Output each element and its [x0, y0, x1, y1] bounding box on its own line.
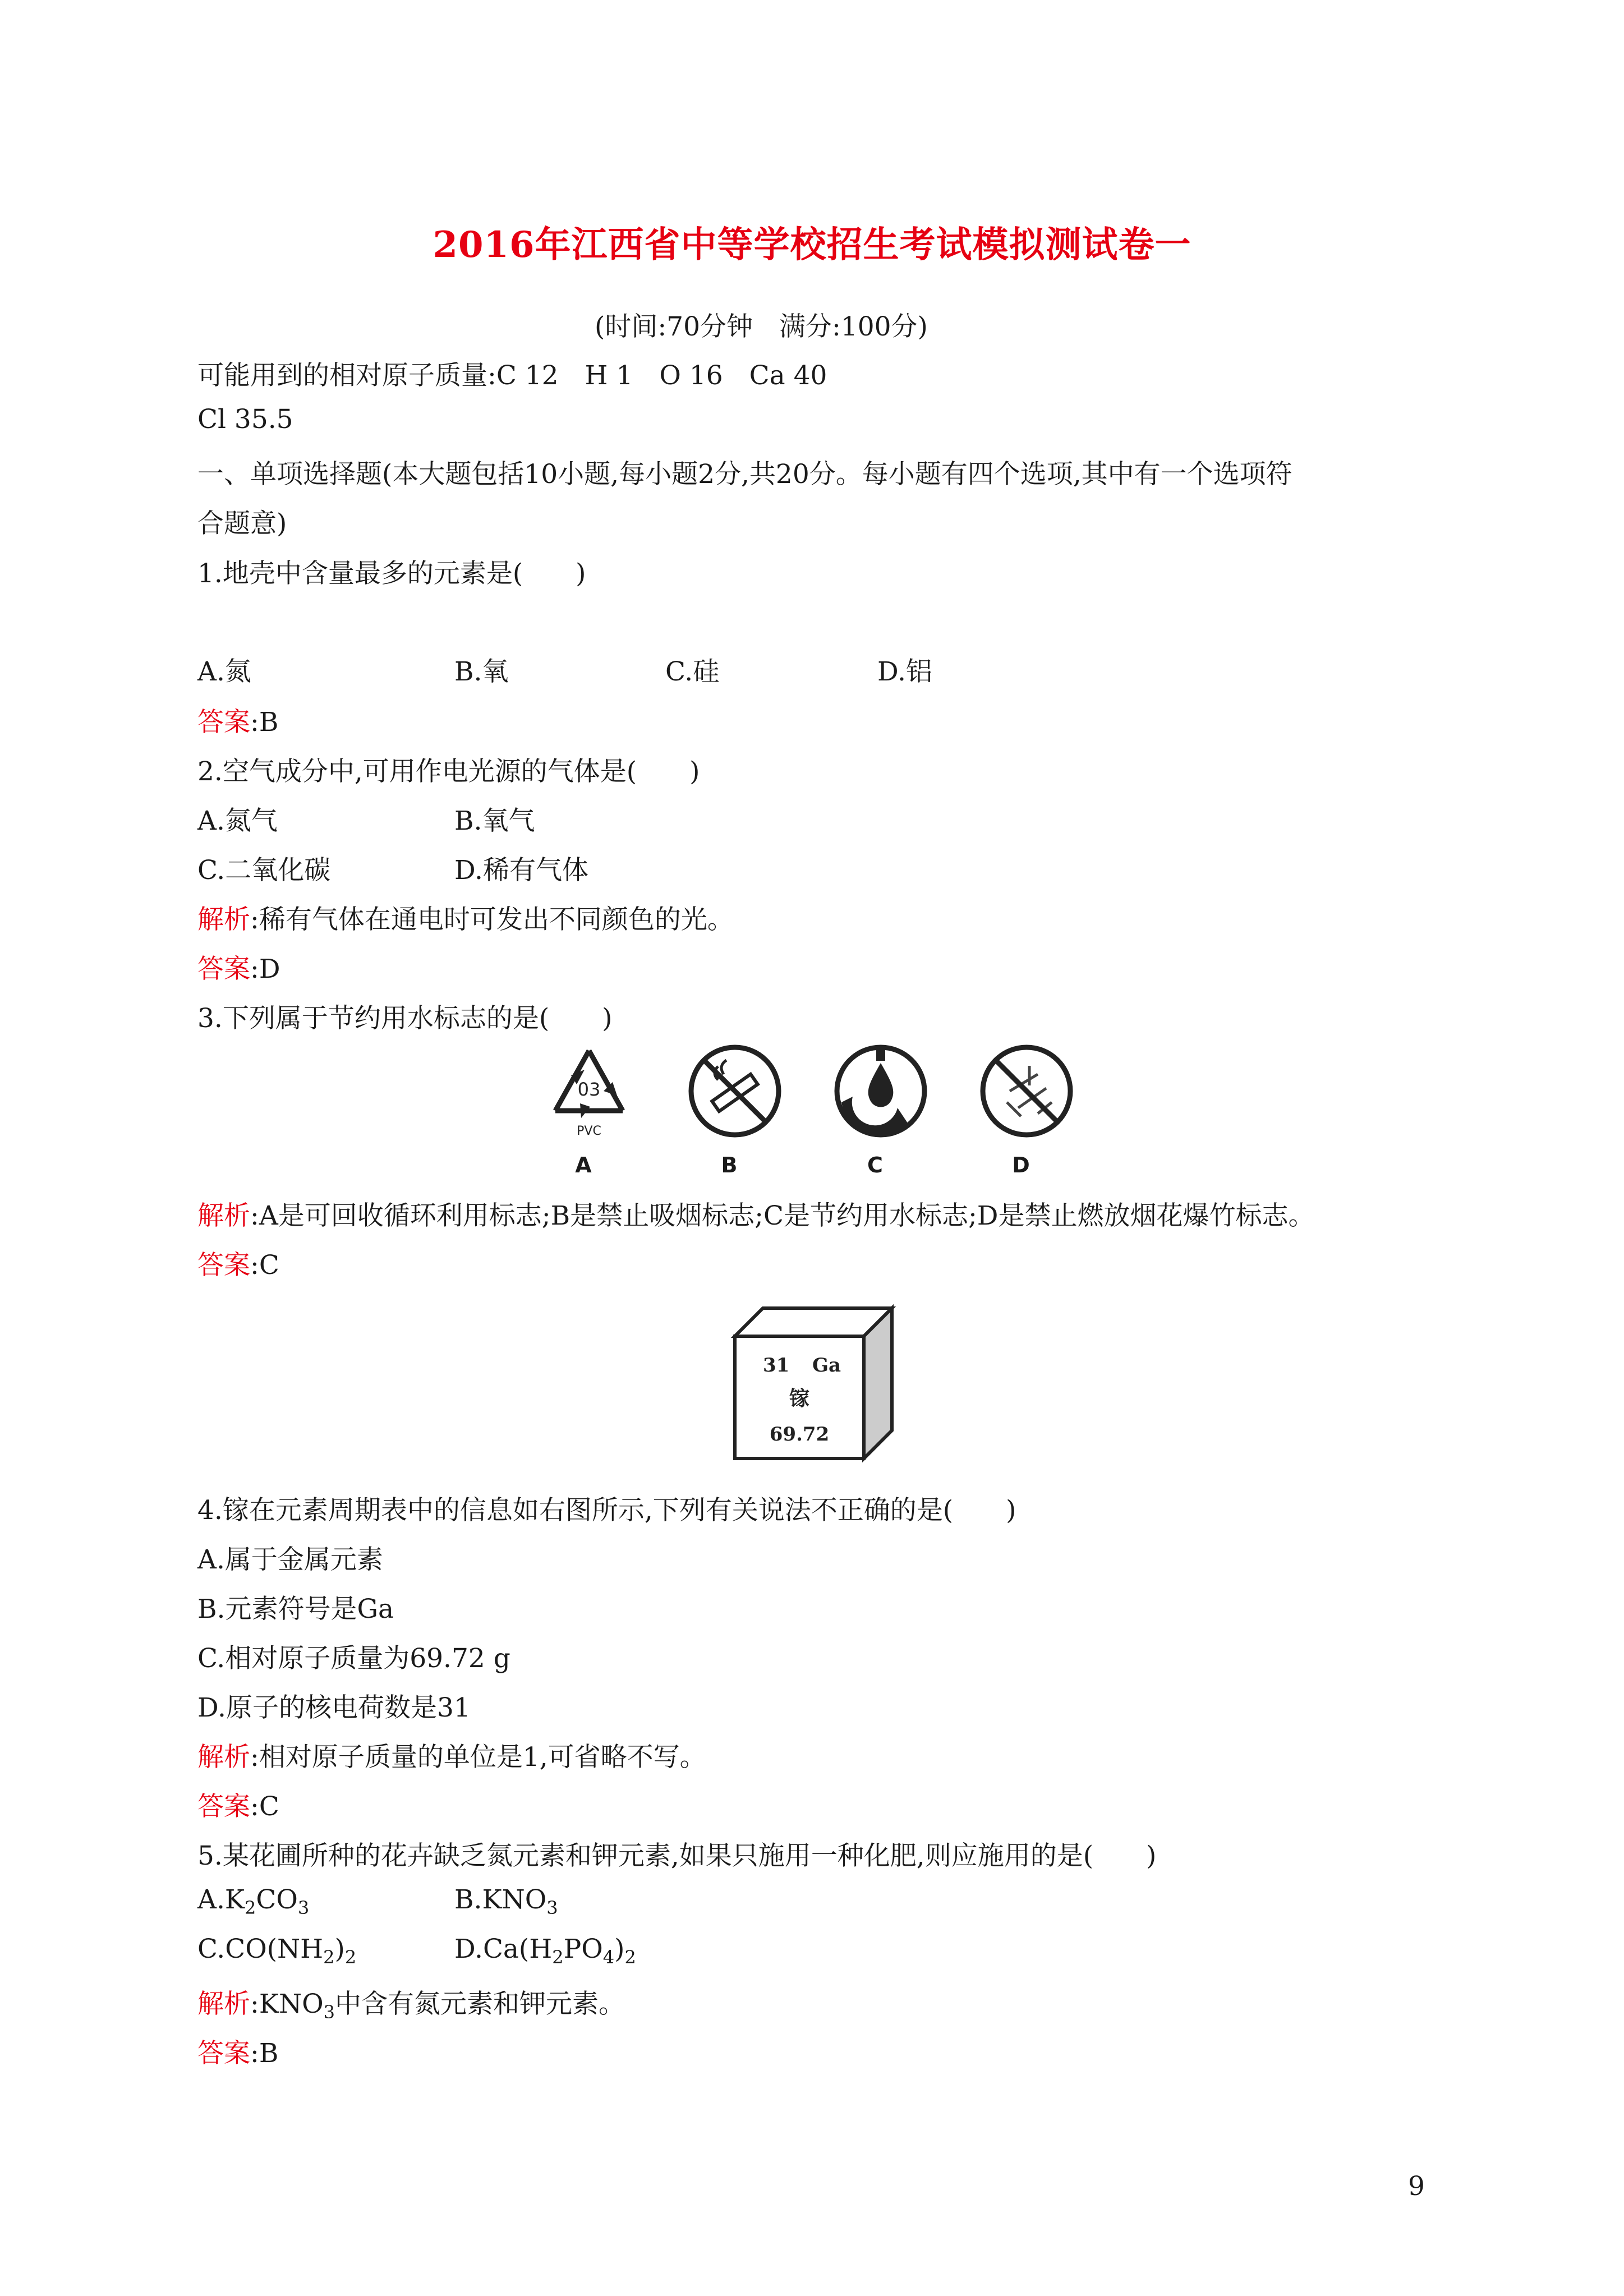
q5-option-a: $A.K_2CO_3$: [197, 1884, 310, 1918]
answer-label: 答案: [197, 707, 250, 738]
q1-option-a: A.氮: [197, 656, 251, 687]
q5-stem: 5.某花圃所种的花卉缺乏氮元素和钾元素,如果只施用一种化肥,则应施用的是( ): [197, 1841, 1157, 1871]
recycle-code: 03: [577, 1079, 601, 1100]
q4-answer-value: :C: [250, 1791, 279, 1822]
q1-answer-value: :B: [250, 707, 279, 738]
page-number: 9: [1408, 2171, 1425, 2202]
q5-option-b: $B.KNO_3$: [454, 1884, 558, 1918]
section-heading-line1: 一、单项选择题(本大题包括10小题,每小题2分,共20分。每小题有四个选项,其中有一个选项符: [197, 459, 1292, 490]
q3-analysis: [197, 1195, 1314, 1232]
q4-stem: 4.镓在元素周期表中的信息如右图所示,下列有关说法不正确的是( ): [197, 1495, 1016, 1526]
q5-analysis: 解析$:KNO_3$中含有氮元素和钾元素。: [197, 1989, 625, 2023]
q2-option-d: D.稀有气体: [454, 855, 588, 886]
q3-icon-label-c: C: [867, 1153, 883, 1177]
exam-time-score: (时间:70分钟 满分:100分): [595, 311, 928, 342]
q2-answer: [197, 948, 280, 986]
analysis-label: 解析: [197, 1742, 250, 1773]
q4-analysis-text: :相对原子质量的单位是1,可省略不写。: [250, 1742, 706, 1773]
no-smoking-icon: [679, 1041, 791, 1181]
q5-answer: [197, 2032, 278, 2070]
q3-answer-value: :C: [250, 1250, 279, 1281]
q4-analysis: [197, 1736, 706, 1774]
q1-option-c: C.硅: [665, 656, 720, 687]
q2-option-b: B.氧气: [454, 806, 535, 836]
q2-stem: 2.空气成分中,可用作电光源的气体是( ): [197, 756, 700, 787]
q3-icon-label-d: D: [1012, 1153, 1030, 1177]
q2-analysis-text: :稀有气体在通电时可发出不同颜色的光。: [250, 904, 734, 935]
q5-option-d: $D.Ca(H_2PO_4)_2$: [454, 1934, 636, 1968]
q5-option-c: $C.CO(NH_2)_2$: [197, 1934, 357, 1968]
q4-answer: [197, 1786, 279, 1823]
section-heading-line2: 合题意): [197, 508, 287, 539]
q4-option-d: D.原子的核电荷数是31: [197, 1692, 471, 1723]
element-symbol: Ga: [812, 1354, 841, 1377]
element-mass: 69.72: [769, 1423, 830, 1446]
q3-icon-label-a: A: [575, 1153, 592, 1177]
analysis-label: 解析: [197, 1200, 250, 1231]
analysis-label: 解析: [197, 1989, 250, 2019]
answer-label: 答案: [197, 1250, 250, 1281]
atomic-masses-line2: Cl 35.5: [197, 404, 293, 435]
q4-option-b: B.元素符号是Ga: [197, 1594, 394, 1625]
recycle-pvc-icon: [533, 1041, 645, 1181]
q3-stem: 3.下列属于节约用水标志的是( ): [197, 1003, 613, 1034]
no-fireworks-icon: [970, 1041, 1083, 1181]
q3-icon-label-b: B: [721, 1153, 738, 1177]
q3-icons: [533, 1041, 1094, 1181]
q2-analysis: [197, 899, 734, 936]
page-title: 2016年江西省中等学校招生考试模拟测试卷一: [433, 224, 1191, 266]
q2-answer-value: :D: [250, 954, 280, 984]
atomic-masses-line1: 可能用到的相对原子质量:C 12 H 1 O 16 Ca 40: [197, 360, 827, 391]
q4-option-a: A.属于金属元素: [197, 1544, 383, 1575]
q3-answer: [197, 1244, 279, 1282]
recycle-caption: PVC: [577, 1124, 601, 1138]
q1-answer: [197, 701, 278, 739]
q2-option-c: C.二氧化碳: [197, 855, 331, 886]
element-name: 镓: [789, 1387, 810, 1410]
answer-label: 答案: [197, 954, 250, 984]
q4-option-c: C.相对原子质量为69.72 g: [197, 1643, 510, 1674]
q1-stem: 1.地壳中含量最多的元素是( ): [197, 558, 586, 589]
element-number: 31: [763, 1354, 790, 1377]
q1-option-b: B.氧: [454, 656, 509, 687]
gallium-element-card: [729, 1301, 898, 1464]
answer-label: 答案: [197, 1791, 250, 1822]
q2-option-a: A.氮气: [197, 806, 278, 836]
analysis-label: 解析: [197, 904, 250, 935]
q5-answer-value: :B: [250, 2038, 279, 2069]
q1-option-d: D.铝: [877, 656, 932, 687]
q3-analysis-text: :A是可回收循环利用标志;B是禁止吸烟标志;C是节约用水标志;D是禁止燃放烟花爆竹标志。: [250, 1200, 1315, 1231]
answer-label: 答案: [197, 2038, 250, 2069]
water-saving-icon: [825, 1041, 937, 1181]
